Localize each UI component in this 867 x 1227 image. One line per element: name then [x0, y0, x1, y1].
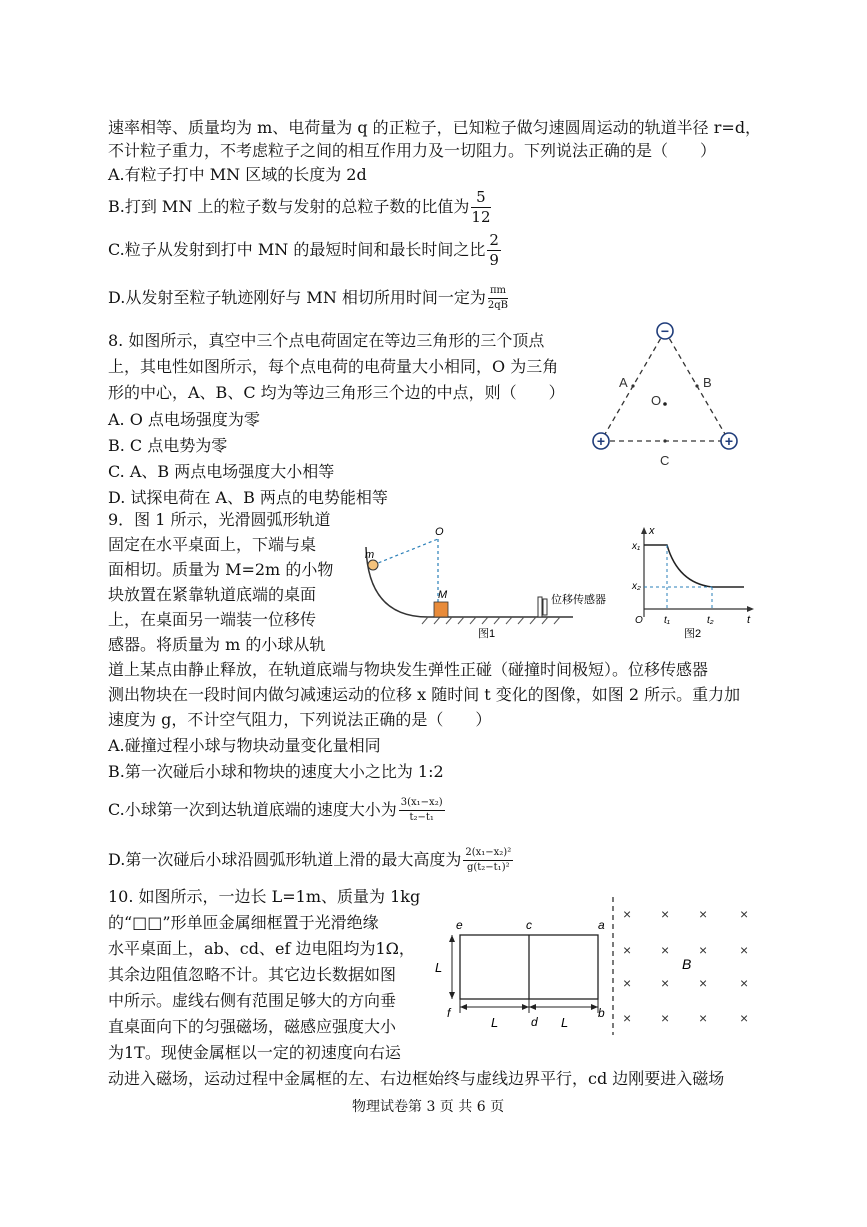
corner-b-label: b [598, 1006, 605, 1020]
q10-line-1: 10. 如图所示，一边长 L=1m、质量为 1kg [108, 887, 421, 906]
q9-line-6: 感器。将质量为 m 的小球从轨 [108, 635, 326, 654]
small-ball [368, 560, 378, 570]
q7-d-num: πm [488, 286, 508, 299]
corner-f-label: f [447, 1006, 451, 1020]
x1-label: x₁ [632, 541, 641, 552]
q9-option-d [108, 840, 513, 880]
q8-option-b: B. C 点电势为零 [108, 436, 228, 455]
q10-line-5: 中所示。虚线右侧有范围足够大的方向垂 [108, 991, 397, 1010]
svg-text:×: × [661, 942, 670, 958]
svg-text:×: × [623, 975, 632, 991]
q9-line-4: 块放置在紧靠轨道底端的桌面 [108, 585, 317, 604]
x2-label: x₂ [632, 581, 641, 592]
q7-option-d [108, 280, 508, 316]
svg-text:×: × [699, 906, 708, 922]
q8-triangle-figure [585, 315, 745, 475]
corner-d-label: d [531, 1015, 538, 1029]
svg-text:×: × [740, 975, 749, 991]
q8-option-c: C. A、B 两点电场强度大小相等 [108, 462, 335, 481]
origin-label: O [635, 615, 643, 626]
width-l-label-2: L [561, 1015, 569, 1030]
corner-c-label: c [526, 918, 532, 932]
q9-c-den: t₂−t₁ [409, 812, 434, 823]
point-c-label: C [660, 453, 670, 468]
q9-line-5: 上，在桌面另一端装一位移传 [108, 610, 317, 629]
q9-d-num: 2(x₁−x₂)² [463, 848, 513, 861]
figure-2-caption: 图2 [684, 628, 702, 640]
svg-text:×: × [623, 942, 632, 958]
q9-d-den: g(t₂−t₁)² [466, 862, 510, 873]
q9-option-a: A.碰撞过程小球与物块动量变化量相同 [108, 736, 381, 755]
corner-a-label: a [598, 918, 605, 932]
svg-text:×: × [740, 942, 749, 958]
corner-e-label: e [456, 918, 463, 932]
q10-line-8: 动进入磁场，运动过程中金属框的左、右边框始终与虚线边界平行，cd 边刚要进入磁场 [108, 1069, 725, 1088]
sensor-label: 位移传感器 [551, 594, 606, 606]
field-b-label: B [682, 956, 692, 972]
q9-line-1: 9．图 1 所示，光滑圆弧形轨道 [108, 510, 331, 529]
q9-c-num: 3(x₁−x₂) [399, 798, 445, 811]
q8-line-2: 上，其电性如图所示，每个点电荷的电荷量大小相同，O 为三角 [108, 357, 559, 376]
q9-figure-1 [358, 525, 606, 645]
q7-c-fraction [487, 233, 501, 268]
svg-text:×: × [740, 906, 749, 922]
svg-text:×: × [699, 975, 708, 991]
x-axis-label: x [649, 525, 655, 537]
q7-option-c [108, 225, 501, 275]
q8-option-d: D. 试探电荷在 A、B 两点的电势能相等 [108, 488, 388, 507]
q7-b-den: 12 [471, 208, 491, 226]
q9-option-c [108, 790, 445, 830]
svg-text:×: × [699, 942, 708, 958]
q9-line-7: 道上某点由静止释放，在轨道底端与物块发生弹性正碰（碰撞时间极短）。位移传感器 [108, 660, 709, 679]
q7-b-fraction [471, 190, 490, 225]
svg-text:×: × [623, 906, 632, 922]
svg-text:×: × [699, 1010, 708, 1026]
q8-line-3: 形的中心，A、B、C 均为等边三角形三个边的中点，则（ ） [108, 383, 565, 402]
q9-option-d-text: D.第一次碰后小球沿圆弧形轨道上滑的最大高度为 [108, 850, 462, 869]
q9-line-3: 面相切。质量为 M=2m 的小物 [108, 560, 334, 579]
t2-label: t₂ [707, 615, 714, 626]
bottom-right-charge-sign: + [724, 433, 734, 449]
block [434, 602, 448, 617]
q9-line-8: 测出物块在一段时间内做匀减速运动的位移 x 随时间 t 变化的图像，如图 2 所示。重力加 [108, 685, 741, 704]
q10-line-7: 为1T。现使金属框以一定的初速度向右运 [108, 1043, 401, 1062]
page-footer: 物理试卷第 3 页 共 6 页 [352, 1099, 505, 1115]
q10-line-2: 的“□□”形单匝金属细框置于光滑绝缘 [108, 913, 379, 932]
q7-option-b-text: B.打到 MN 上的粒子数与发射的总粒子数的比值为 [108, 197, 470, 216]
q9-figure-2 [628, 525, 758, 645]
circular-track [366, 547, 428, 617]
svg-text:×: × [623, 1010, 632, 1026]
q10-line-4: 其余边阻值忽略不计。其它边长数据如图 [108, 965, 397, 984]
svg-text:×: × [740, 1010, 749, 1026]
q7-line-2: 不计粒子重力，不考虑粒子之间的相互作用力及一切阻力。下列说法正确的是（ ） [108, 141, 717, 160]
q9-d-fraction [463, 848, 513, 873]
ball-mass-label: m [365, 549, 375, 561]
point-a-label: A [619, 375, 628, 390]
q8-line-1: 8. 如图所示，真空中三个点电荷固定在等边三角形的三个顶点 [108, 331, 545, 350]
q7-c-den: 9 [489, 251, 499, 269]
figure-1-caption: 图1 [478, 628, 496, 640]
q9-c-fraction [399, 798, 445, 823]
bottom-left-charge-sign: + [596, 433, 606, 449]
q7-d-den: 2qB [487, 300, 509, 311]
q10-line-3: 水平桌面上，ab、cd、ef 边电阻均为1Ω， [108, 939, 415, 958]
center-o-label: O [435, 526, 444, 538]
svg-text:×: × [661, 906, 670, 922]
q7-c-num: 2 [489, 231, 499, 249]
svg-text:×: × [661, 1010, 670, 1026]
q7-d-fraction [488, 286, 508, 311]
q7-b-num: 5 [471, 190, 490, 208]
t-axis-label: t [747, 614, 751, 626]
displacement-sensor [538, 597, 542, 617]
top-charge-sign: − [660, 323, 670, 339]
width-l-label-1: L [491, 1015, 499, 1030]
q9-option-b: B.第一次碰后小球和物块的速度大小之比为 1:2 [108, 762, 444, 781]
q9-line-2: 固定在水平桌面上，下端与桌 [108, 535, 317, 554]
point-b-label: B [703, 375, 712, 390]
q7-option-c-text: C.粒子从发射到打中 MN 的最短时间和最长时间之比 [108, 240, 486, 259]
t1-label: t₁ [664, 615, 670, 626]
block-mass-label: M [438, 589, 448, 601]
q8-option-a: A. O 点电场强度为零 [108, 410, 260, 429]
q9-line-9: 速度为 g，不计空气阻力，下列说法正确的是（ ） [108, 710, 492, 729]
q10-frame-figure [430, 895, 770, 1045]
height-l-label: L [435, 960, 443, 975]
q10-line-6: 直桌面向下的匀强磁场，磁感应强度大小 [108, 1017, 397, 1036]
svg-text:×: × [661, 975, 670, 991]
q9-option-c-text: C.小球第一次到达轨道底端的速度大小为 [108, 800, 397, 819]
q7-option-d-text: D.从发射至粒子轨迹刚好与 MN 相切所用时间一定为 [108, 288, 486, 307]
x-t-curve [644, 545, 744, 587]
q7-line-1: 速率相等、质量均为 m、电荷量为 q 的正粒子，已知粒子做匀速圆周运动的轨道半径 r=d， [108, 118, 762, 137]
q7-option-a: A.有粒子打中 MN 区域的长度为 2d [108, 165, 367, 184]
point-o-label: O [651, 393, 662, 408]
